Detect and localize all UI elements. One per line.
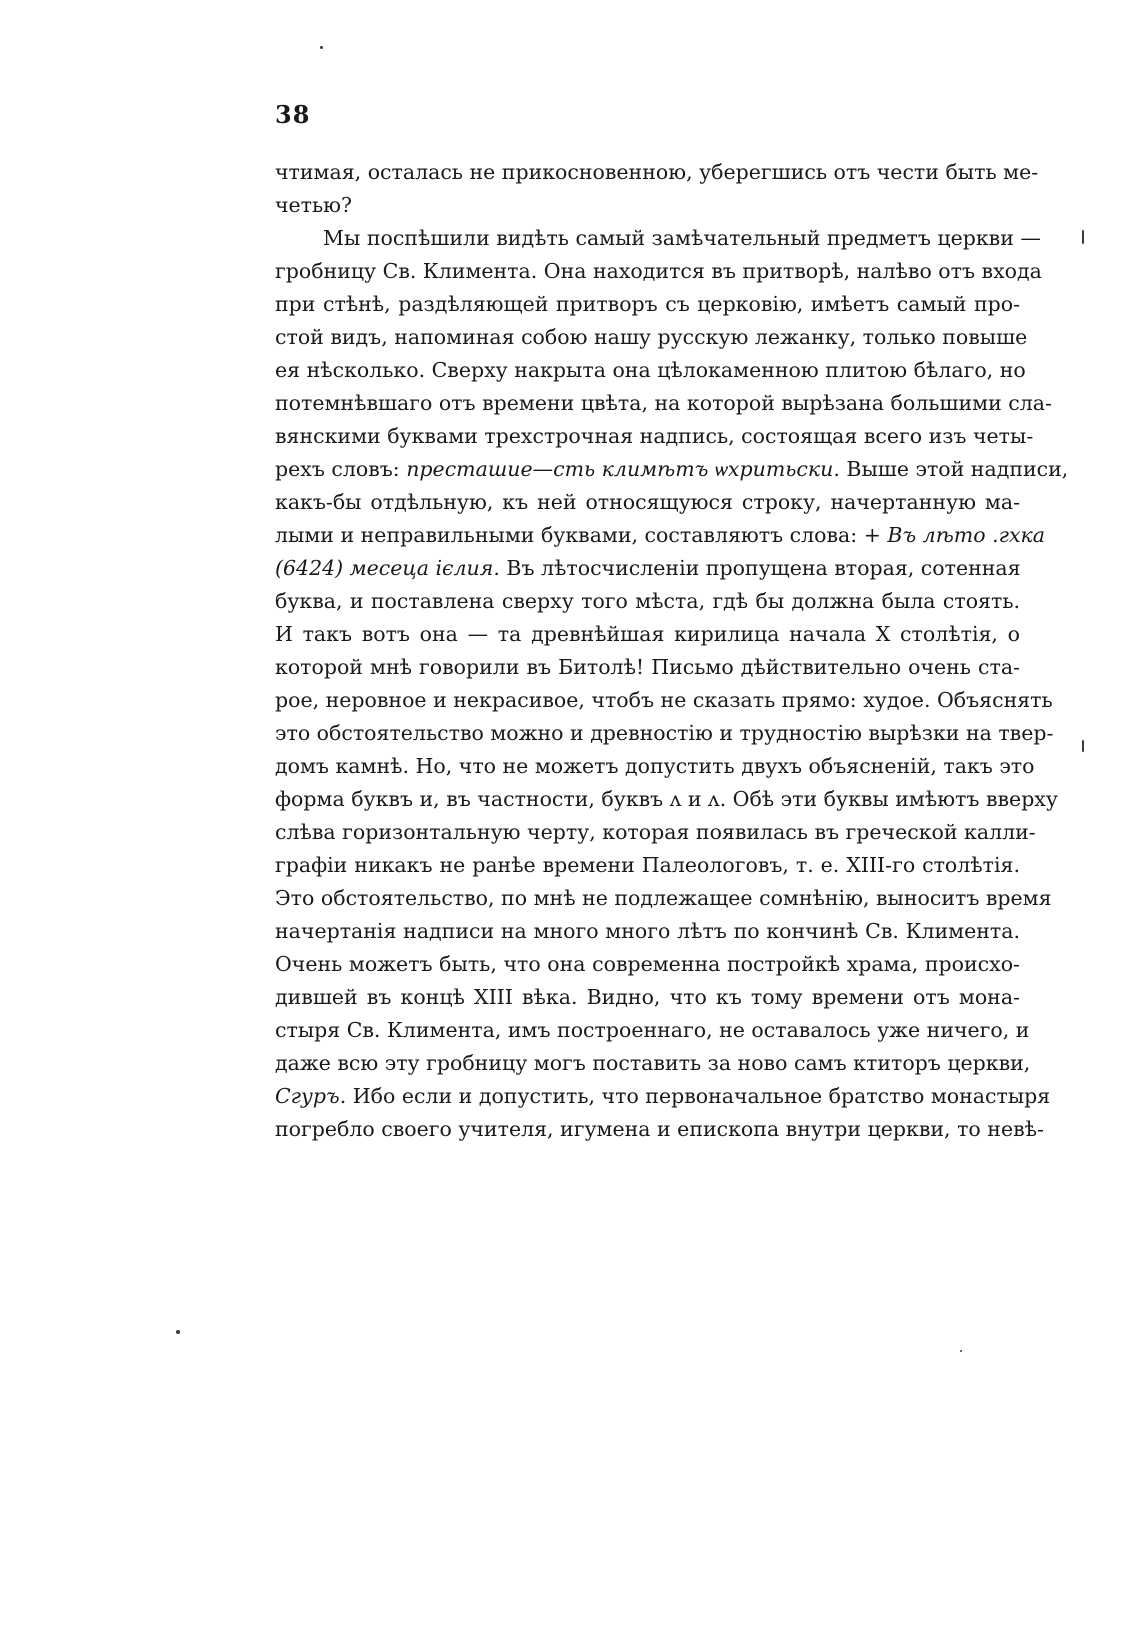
scan-speck — [1082, 230, 1084, 244]
text-line — [275, 948, 1020, 981]
text-segment: рехъ словъ: — [275, 457, 407, 481]
italic-segment: престaшие—сть климѣтъ ѡхритьски. — [406, 457, 840, 481]
text-segment: при стѣнѣ, раздѣляющей притворъ съ церковію, имѣетъ самый про- — [275, 292, 1020, 316]
italic-segment: Сгуръ. — [275, 1084, 347, 1108]
text-segment: форма буквъ и, въ частности, буквъ ᴧ и ᴧ. Обѣ эти буквы имѣютъ вверху — [275, 787, 1058, 811]
text-segment: Очень можетъ быть, что она современна постройкѣ храма, происхо- — [275, 952, 1020, 976]
text-line — [275, 816, 1036, 849]
text-line — [275, 585, 1020, 618]
text-segment: которой мнѣ говорили въ Битолѣ! Письмо дѣйствительно очень ста- — [275, 655, 1020, 679]
text-line — [275, 222, 1041, 255]
text-segment: четью? — [275, 193, 353, 217]
text-segment: стой видъ, напоминая собою нашу русскую лежанку, только повыше — [275, 325, 1028, 349]
text-segment: это обстоятельство можно и древностію и трудностію вырѣзки на твер- — [275, 721, 1054, 745]
text-segment: рое, неровное и некрасивое, чтобъ не сказать прямо: худое. Объяснять — [275, 688, 1053, 712]
text-line — [275, 453, 1069, 486]
text-segment: дившей въ концѣ XIII вѣка. Видно, что къ тому времени отъ мона- — [275, 985, 1020, 1009]
text-segment: начертанія надписи на много много лѣтъ по кончинѣ Св. Климента. — [275, 919, 1020, 943]
text-segment: домъ камнѣ. Но, что не можетъ допустить двухъ объясненій, такъ это — [275, 754, 1035, 778]
scan-speck — [320, 46, 323, 49]
text-segment: Въ лѣтосчисленіи пропущена вторая, сотенная — [499, 556, 1021, 580]
text-segment: чтимая, осталась не прикосновенною, уберегшись отъ чести быть ме- — [275, 160, 1039, 184]
text-line — [275, 981, 1020, 1014]
text-segment: вянскими буквами трехстрочная надпись, состоящая всего изъ четы- — [275, 424, 1034, 448]
scan-speck — [1082, 740, 1084, 752]
page-number: 38 — [275, 100, 311, 129]
text-line — [275, 882, 1052, 915]
text-line — [275, 288, 1020, 321]
text-line — [275, 618, 1020, 651]
text-line — [275, 255, 1042, 288]
text-line — [275, 750, 1035, 783]
scan-speck — [960, 1350, 962, 1352]
text-segment: даже всю эту гробницу могъ поставить за ново самъ ктиторъ церкви, — [275, 1051, 1031, 1075]
text-segment: лыми и неправильными буквами, составляютъ слова: — [275, 523, 864, 547]
text-line — [275, 1113, 1044, 1146]
body-text — [275, 156, 1069, 1146]
text-line — [275, 651, 1020, 684]
text-line — [275, 1080, 1051, 1113]
text-line — [275, 1047, 1031, 1080]
text-line — [275, 717, 1054, 750]
text-line — [275, 189, 1020, 222]
text-segment: стыря Св. Климента, имъ построеннаго, не оставалось уже ничего, и — [275, 1018, 1030, 1042]
text-segment: Выше этой надписи, — [839, 457, 1069, 481]
text-segment: потемнѣвшаго отъ времени цвѣта, на которой вырѣзана большими сла- — [275, 391, 1052, 415]
text-segment: погребло своего учителя, игумена и епископа внутри церкви, то невѣ- — [275, 1117, 1044, 1141]
text-line — [275, 849, 1020, 882]
text-line — [275, 387, 1052, 420]
text-segment: какъ-бы отдѣльную, къ ней относящуюся строку, начертанную ма- — [275, 490, 1020, 514]
text-line — [275, 915, 1020, 948]
text-segment: буква, и поставлена сверху того мѣста, гдѣ бы должна была стоять. — [275, 589, 1020, 613]
text-line — [275, 1014, 1030, 1047]
text-line — [275, 486, 1020, 519]
text-segment: Ибо если и допустить, что первоначальное братство монастыря — [346, 1084, 1051, 1108]
text-line — [275, 684, 1053, 717]
text-line — [275, 420, 1034, 453]
text-line — [275, 783, 1058, 816]
text-line — [275, 321, 1028, 354]
text-segment: слѣва горизонтальную черту, которая появилась въ греческой калли- — [275, 820, 1036, 844]
text-segment: И такъ вотъ она — та древнѣйшая кирилица начала X столѣтія, о — [275, 622, 1020, 646]
text-line — [275, 552, 1020, 585]
italic-segment: + Въ лѣто .гхка — [863, 523, 1045, 547]
text-segment: гробницу Св. Климента. Она находится въ притворѣ, налѣво отъ входа — [275, 259, 1042, 283]
italic-segment: (6424) месеца ієлия. — [275, 556, 500, 580]
text-line — [275, 519, 1045, 552]
text-segment: Мы поспѣшили видѣть самый замѣчательный предметъ церкви — — [323, 226, 1041, 250]
text-segment: графіи никакъ не ранѣе времени Палеологовъ, т. е. XIII-го столѣтія. — [275, 853, 1020, 877]
text-line — [275, 156, 1039, 189]
text-segment: ея нѣсколько. Сверху накрыта она цѣлокаменною плитою бѣлаго, но — [275, 358, 1026, 382]
text-segment: Это обстоятельство, по мнѣ не подлежащее сомнѣнію, выноситъ время — [275, 886, 1052, 910]
text-line — [275, 354, 1026, 387]
scan-speck — [176, 1330, 180, 1334]
